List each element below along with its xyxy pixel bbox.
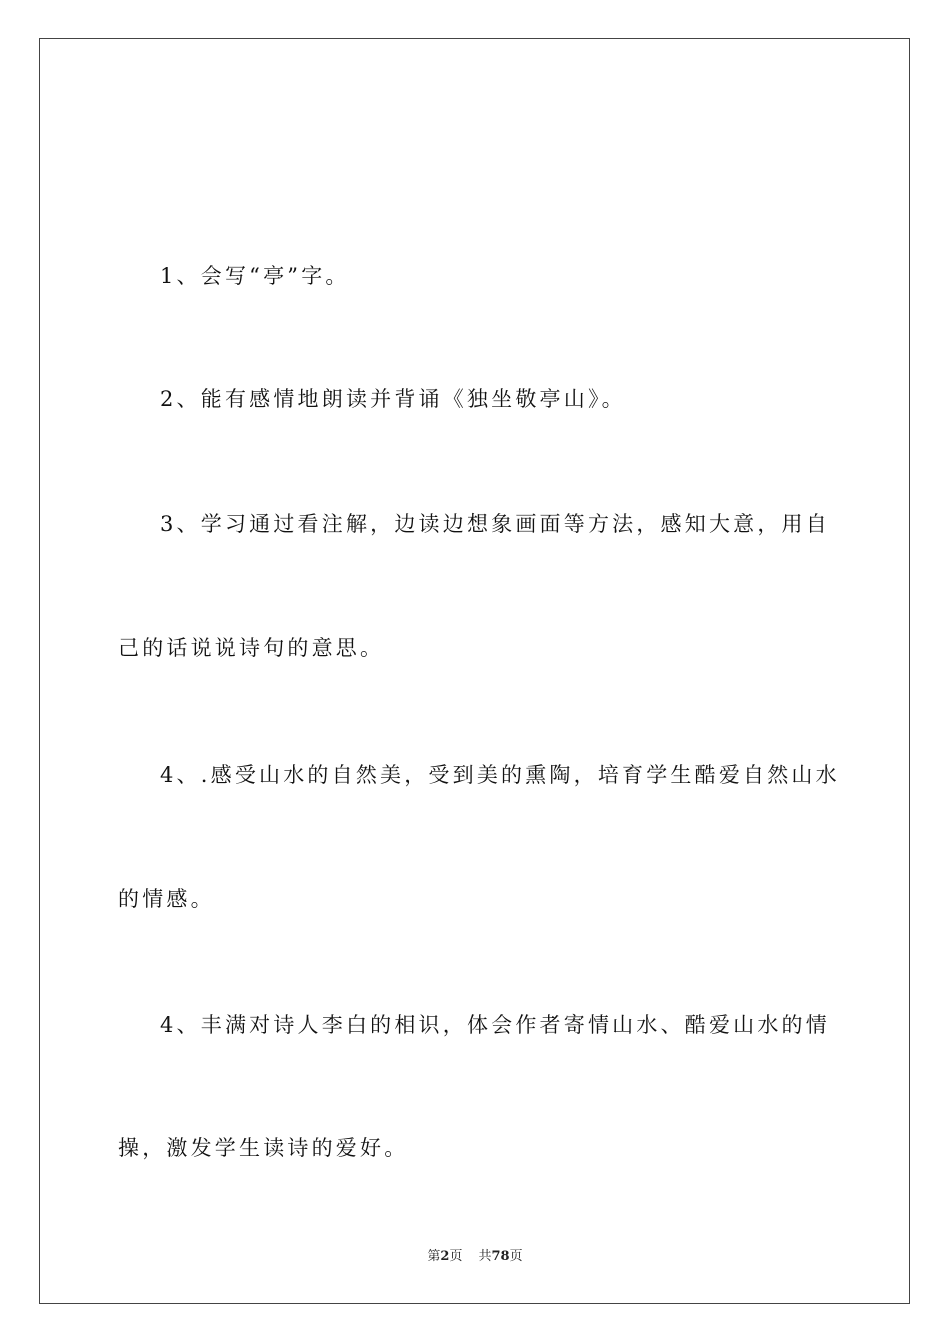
page-prefix: 第 (427, 1249, 441, 1264)
page-footer (0, 1248, 950, 1266)
paragraph-4-line-2: 的情感。 (118, 887, 215, 911)
page-number: 2 (440, 1249, 450, 1264)
paragraph-3-line-2: 己的话说说诗句的意思。 (118, 636, 385, 660)
page-suffix: 页 (449, 1249, 463, 1264)
paragraph-3-line-1: 3、学习通过看注解，边读边想象画面等方法，感知大意，用自 (160, 512, 830, 536)
total-pages: 78 (491, 1249, 510, 1264)
paragraph-4-line-1: 4、.感受山水的自然美，受到美的熏陶，培育学生酷爱自然山水 (160, 763, 840, 787)
paragraph-5-line-1: 4、丰满对诗人李白的相识，体会作者寄情山水、酷爱山水的情 (160, 1013, 830, 1037)
paragraph-1-line-1: 1、会写“亭”字。 (160, 264, 350, 288)
total-suffix: 页 (509, 1249, 523, 1264)
paragraph-2-line-1: 2、能有感情地朗读并背诵《独坐敬亭山》。 (160, 387, 626, 411)
page-frame (39, 38, 910, 1304)
paragraph-5-line-2: 操，激发学生读诗的爱好。 (118, 1136, 409, 1160)
total-prefix: 共 (478, 1249, 492, 1264)
